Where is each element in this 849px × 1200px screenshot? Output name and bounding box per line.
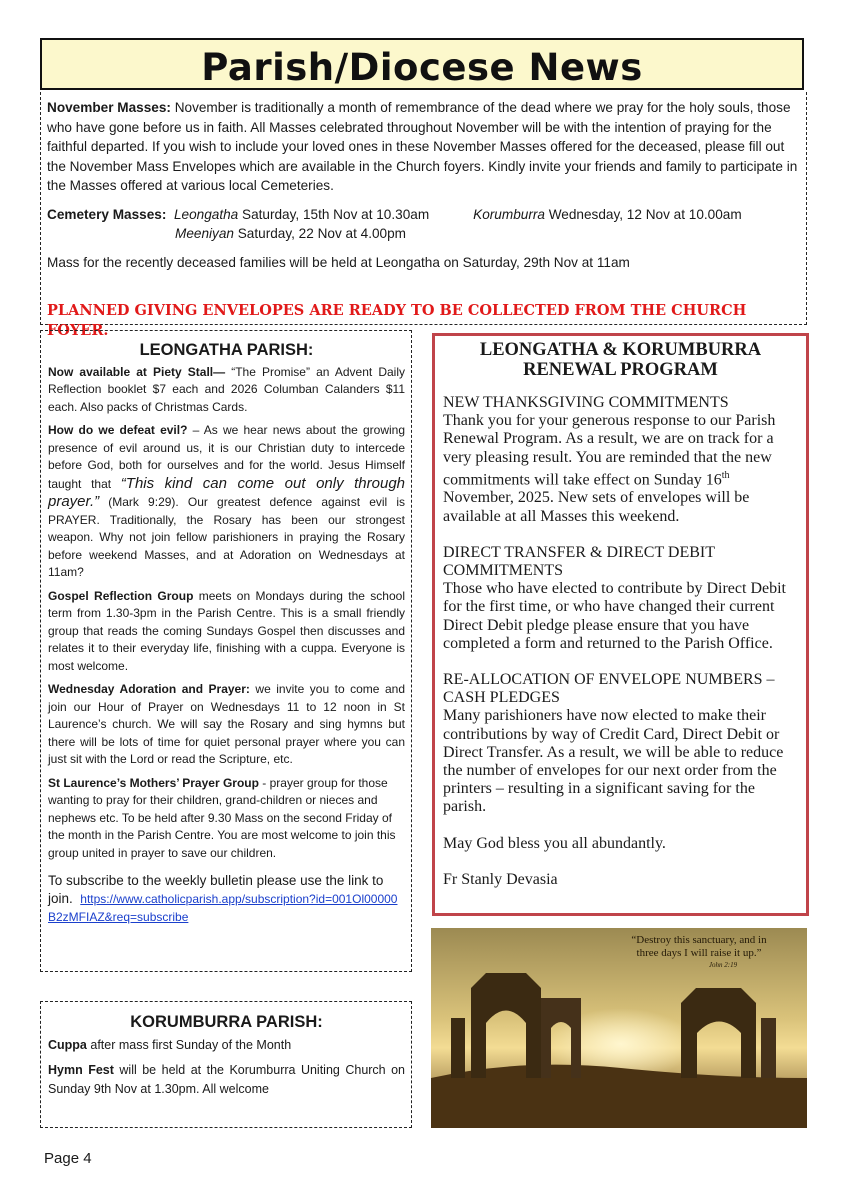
image-quote-ref: John 2:19 [708, 961, 738, 969]
thanksgiving-heading: NEW THANKSGIVING COMMITMENTS [443, 394, 729, 411]
deceased-mass: Mass for the recently deceased families will be held at Leongatha on Saturday, 29th Nov at 11am [47, 254, 630, 270]
cemetery-line-2 [47, 224, 800, 244]
november-heading: November Masses: [47, 100, 171, 115]
page-title: Parish/Diocese News [201, 46, 643, 89]
adoration-item [48, 681, 405, 769]
korumburra-place: Korumburra [473, 206, 545, 222]
meeniyan-place: Meeniyan [175, 226, 234, 241]
korumburra-heading: KORUMBURRA PARISH: [130, 1013, 323, 1031]
direct-debit-heading: DIRECT TRANSFER & DIRECT DEBIT COMMITMENTS [443, 543, 715, 579]
renewal-program-box [432, 333, 809, 916]
page-number: Page 4 [44, 1150, 92, 1167]
gospel-group-item [48, 588, 405, 676]
evil-body-2: (Mark 9:29). Our greatest defence against evil is PRAYER. Traditionally, the Rosary has been our strongest weapon. Why not join fellow parishioners in praying the Rosary before weekend Masses, and at Adoration on Wednesdays at 11am? [48, 495, 405, 579]
blessing: May God bless you all abundantly. [443, 834, 666, 852]
title-banner [40, 38, 804, 90]
evil-body-1: – As we hear news about the growing presence of evil around us, it is our Christian duty to intercede before God, both for ourselves and for the world. Jesus Himself taught that [48, 423, 405, 491]
piety-heading: Now available at Piety Stall— [48, 364, 226, 379]
piety-body: “The Promise” an Advent Daily Reflection booklet $7 each and 2026 Columban Calanders $11 each. Also packs of Christmas Cards. [48, 364, 405, 414]
november-body: November is traditionally a month of remembrance of the dead where we pray for the holy souls, those who have gone before us in faith. All Masses celebrated throughout November will be with the intention of praying for the faithful departed. If you wish to include your loved ones in these November Masses offered for the deceased, please fill out the November Mass Envelopes which are available in the Church foyers. Kindly invite your friends and family to participate in the Masses offered at various local Cemeteries. [47, 100, 798, 193]
thanksgiving-body-b: November, 2025. New sets of envelopes will be available at all Masses this weekend. [443, 489, 750, 525]
piety-stall-item [48, 364, 405, 417]
thanksgiving-sup: th [721, 469, 730, 481]
evil-quote: “This kind can come out only through prayer.” [48, 474, 405, 510]
november-masses-box [40, 92, 807, 339]
defeat-evil-item [48, 422, 405, 582]
image-quote-line-2: three days I will raise it up.” [636, 947, 762, 959]
sanctuary-ruins-image [431, 928, 807, 1128]
mothers-body: - prayer group for those wanting to pray for their children, grand-children or nieces and nephews etc. To be held after 9.30 Mass on the second Friday of the month in the Parish Centre. You are most welcome to join this group united in prayer to save our children. [48, 775, 396, 860]
right-pillar [761, 1018, 776, 1078]
thanksgiving-body-a: Thank you for your generous response to our Parish Renewal Program. As a result, we are on track for a very pleasing result. You are reminded that the new commitments will take effect on Sunday 16 [443, 412, 776, 489]
adoration-body: we invite you to come and join our Hour of Prayer on Wednesdays 11 to 12 noon in St Laurence’s church. We will say the Rosary and sing hymns but there will be lots of time for quiet personal prayer where you can just sit with the Lord or read the Scripture, etc. [48, 682, 406, 766]
envelope-heading: RE-ALLOCATION OF ENVELOPE NUMBERS – CASH PLEDGES [443, 670, 775, 707]
subscribe-item [48, 872, 405, 926]
cemetery-heading: Cemetery Masses: [47, 206, 167, 222]
subscribe-link[interactable]: https://www.catholicparish.app/subscription?id=001Ol00000B2zMFIAZ&req=subscribe [48, 892, 398, 924]
leongatha-parish-box [40, 330, 412, 972]
gospel-body: meets on Mondays during the school term from 1.30-3pm in the Parish Centre. This is a small friendly group that reads the coming Sundays Gospel then discusses and relates it to their everyday life, finishing with a cuppa. Everyone is most welcome. [48, 588, 405, 673]
signature: Fr Stanly Devasia [443, 870, 558, 888]
leongatha-place: Leongatha [173, 206, 239, 222]
image-quote-line-1: “Destroy this sanctuary, and in [631, 934, 767, 946]
november-paragraph [47, 98, 800, 196]
cuppa-heading: Cuppa [48, 1037, 87, 1052]
hymn-heading: Hymn Fest [48, 1063, 114, 1077]
leongatha-time: Saturday, 15th Nov at 10.30am [242, 206, 430, 222]
renewal-title: LEONGATHA & KORUMBURRA RENEWAL PROGRAM [479, 340, 762, 380]
mothers-group-item [48, 775, 405, 863]
mothers-heading: St Laurence’s Mothers’ Prayer Group [48, 775, 259, 790]
cuppa-body: after mass first Sunday of the Month [86, 1037, 292, 1052]
adoration-heading: Wednesday Adoration and Prayer: [48, 682, 250, 696]
meeniyan-time: Saturday, 22 Nov at 4.00pm [237, 226, 406, 241]
hymn-body: will be held at the Korumburra Uniting Church on Sunday 9th Nov at 1.30pm. All welcome [48, 1063, 406, 1096]
cemetery-line-1 [47, 205, 800, 225]
cuppa-item [48, 1036, 405, 1055]
leongatha-heading: LEONGATHA PARISH: [139, 341, 314, 359]
gospel-heading: Gospel Reflection Group [48, 588, 194, 603]
evil-heading: How do we defeat evil? [48, 423, 188, 437]
direct-debit-section [443, 544, 798, 653]
planned-giving-notice: PLANNED GIVING ENVELOPES ARE READY TO BE COLLECTED FROM THE CHURCH FOYER. [47, 302, 747, 339]
korumburra-time: Wednesday, 12 Nov at 10.00am [548, 206, 742, 222]
hymn-fest-item [48, 1061, 405, 1098]
envelope-section [443, 671, 798, 817]
left-pillar [451, 1018, 465, 1078]
thanksgiving-section [443, 394, 798, 526]
subscribe-text: To subscribe to the weekly bulletin please use the link to join. [48, 873, 384, 906]
direct-debit-body: Those who have elected to contribute by Direct Debit for the first time, or who have changed their current Direct Debit pledge please ensure that you have completed a form and returned to the Parish Office. [443, 580, 786, 652]
envelope-body: Many parishioners have now elected to make their contributions by way of Credit Card, Direct Debit or Direct Transfer. As a result, we will be able to reduce the number of envelopes for our next order from the printers – resulting in a significant saving for the parish. [443, 707, 784, 816]
korumburra-parish-box [40, 1001, 412, 1128]
